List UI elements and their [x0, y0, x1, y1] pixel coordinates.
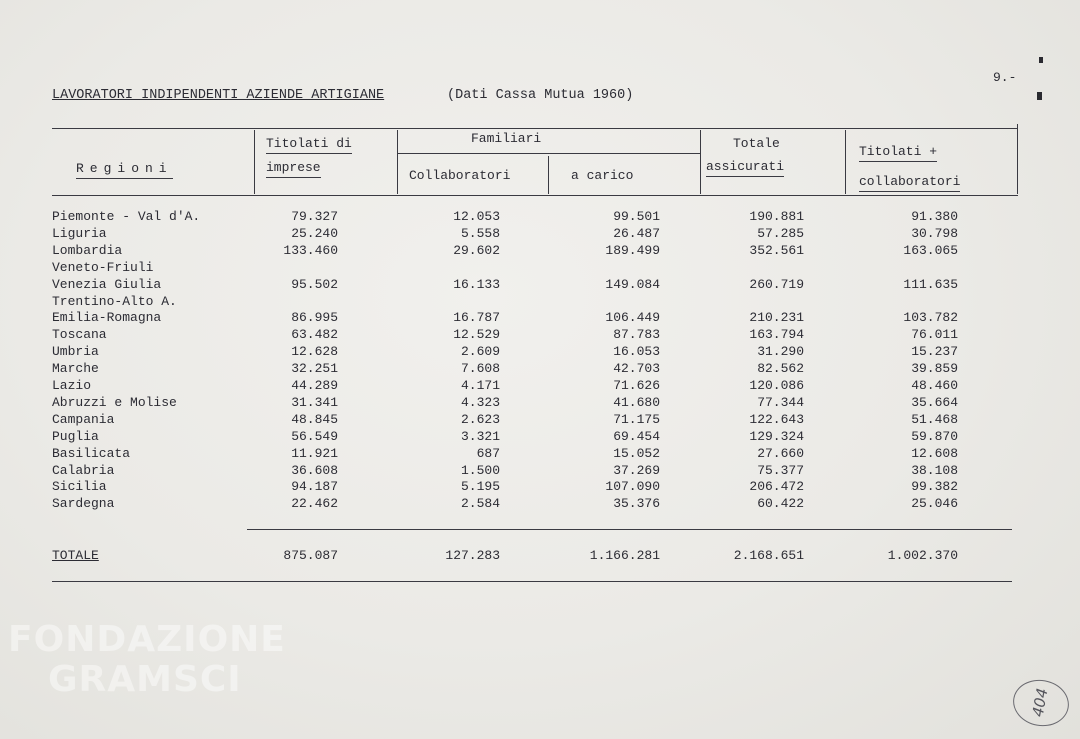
row-a-carico: 37.269	[613, 462, 660, 478]
row-collaboratori: 12.529	[453, 327, 500, 343]
header-regions-label: Regioni	[76, 161, 173, 179]
row-a-carico: 69.454	[613, 428, 660, 444]
col-divider	[700, 130, 701, 194]
row-tit-coll: 35.664	[911, 394, 958, 410]
total-a-carico: 1.166.281	[589, 548, 660, 563]
row-titolati: 22.462	[291, 496, 338, 512]
row-titolati: 86.995	[291, 310, 338, 326]
table-row	[0, 277, 1080, 294]
row-region-name: Lazio	[52, 378, 92, 393]
row-tit-coll: 48.460	[911, 378, 958, 393]
header-titolati-line2: imprese	[266, 160, 321, 178]
header-titcoll-line2: collaboratori	[859, 174, 960, 192]
row-tit-coll: 91.380	[911, 209, 958, 224]
table-row	[0, 395, 1080, 412]
row-collaboratori: 5.558	[460, 225, 500, 241]
watermark	[8, 620, 286, 700]
row-titolati: 31.341	[291, 394, 338, 410]
row-collaboratori: 1.500	[460, 462, 500, 478]
header-regions	[76, 161, 173, 176]
row-tit-coll: 12.608	[911, 445, 958, 461]
row-titolati: 48.845	[291, 411, 338, 427]
archive-stamp	[1009, 675, 1072, 730]
total-titolati: 875.087	[283, 548, 338, 563]
document-subtitle: (Dati Cassa Mutua 1960)	[447, 88, 634, 103]
familiari-rule	[398, 153, 700, 154]
row-totale: 352.561	[749, 242, 804, 258]
table-row	[0, 243, 1080, 260]
row-titolati: 44.289	[291, 378, 338, 393]
row-region-name: Calabria	[52, 462, 115, 478]
document-title: LAVORATORI INDIPENDENTI AZIENDE ARTIGIANE	[52, 88, 385, 103]
header-totale-2	[706, 159, 784, 174]
row-collaboratori: 4.171	[460, 378, 500, 393]
row-region-name: Sicilia	[52, 479, 107, 495]
row-region-name: Liguria	[52, 225, 107, 241]
row-totale: 122.643	[749, 411, 804, 427]
col-divider	[548, 156, 549, 194]
header-titolati-line1: Titolati di	[266, 136, 352, 154]
row-tit-coll: 59.870	[911, 428, 958, 444]
row-titolati: 133.460	[283, 242, 338, 258]
row-tit-coll: 30.798	[911, 225, 958, 241]
row-region-name: Emilia-Romagna	[52, 310, 162, 326]
table-row	[0, 294, 1080, 311]
row-titolati: 32.251	[291, 361, 338, 377]
total-tit-coll: 1.002.370	[887, 548, 958, 563]
watermark-line1: FONDAZIONE	[8, 619, 286, 660]
row-region-name: Umbria	[52, 344, 99, 360]
row-titolati: 36.608	[291, 462, 338, 478]
row-region-name: Sardegna	[52, 496, 115, 512]
total-row	[0, 548, 1080, 565]
row-collaboratori: 2.584	[460, 496, 500, 512]
row-tit-coll: 38.108	[911, 462, 958, 478]
total-label: TOTALE	[52, 548, 99, 563]
header-titcoll-2	[859, 174, 960, 189]
row-collaboratori: 2.623	[460, 411, 500, 427]
row-a-carico: 106.449	[605, 310, 660, 326]
total-bottom-rule	[52, 581, 1012, 582]
row-totale: 129.324	[749, 428, 804, 444]
row-tit-coll: 51.468	[911, 411, 958, 427]
row-totale: 190.881	[749, 209, 804, 224]
row-region-name: Marche	[52, 361, 99, 377]
row-region-name: Trentino-Alto A.	[52, 293, 177, 309]
table-row	[0, 479, 1080, 496]
col-divider	[1017, 124, 1018, 194]
table-row	[0, 226, 1080, 243]
margin-mark	[1037, 92, 1042, 100]
header-totale-line2: assicurati	[706, 159, 784, 177]
table-top-rule	[52, 128, 1018, 129]
row-a-carico: 35.376	[613, 496, 660, 512]
row-a-carico: 71.175	[613, 411, 660, 427]
row-a-carico: 189.499	[605, 242, 660, 258]
row-a-carico: 71.626	[613, 378, 660, 393]
row-totale: 120.086	[749, 378, 804, 393]
col-divider	[254, 130, 255, 194]
row-titolati: 25.240	[291, 225, 338, 241]
table-row	[0, 446, 1080, 463]
row-collaboratori: 4.323	[460, 394, 500, 410]
table-row	[0, 310, 1080, 327]
total-totale: 2.168.651	[733, 548, 804, 563]
row-titolati: 12.628	[291, 344, 338, 360]
row-tit-coll: 15.237	[911, 344, 958, 360]
row-totale: 260.719	[749, 276, 804, 292]
margin-mark	[1039, 57, 1043, 63]
row-tit-coll: 25.046	[911, 496, 958, 512]
row-region-name: Basilicata	[52, 445, 131, 461]
row-collaboratori: 7.608	[460, 361, 500, 377]
row-totale: 163.794	[749, 327, 804, 343]
row-totale: 60.422	[757, 496, 804, 512]
header-titcoll	[859, 144, 937, 159]
header-totale: Totale	[733, 136, 780, 151]
row-titolati: 79.327	[291, 209, 338, 224]
row-totale: 206.472	[749, 479, 804, 495]
table-row	[0, 209, 1080, 226]
total-collaboratori: 127.283	[445, 548, 500, 563]
table-row	[0, 378, 1080, 395]
row-collaboratori: 3.321	[460, 428, 500, 444]
table-row	[0, 496, 1080, 513]
row-a-carico: 41.680	[613, 394, 660, 410]
row-region-name: Puglia	[52, 428, 99, 444]
table-row	[0, 344, 1080, 361]
table-row	[0, 327, 1080, 344]
row-collaboratori: 29.602	[453, 242, 500, 258]
table-row	[0, 429, 1080, 446]
row-titolati: 95.502	[291, 276, 338, 292]
row-a-carico: 42.703	[613, 361, 660, 377]
row-tit-coll: 99.382	[911, 479, 958, 495]
table-row	[0, 260, 1080, 277]
row-collaboratori: 16.133	[453, 276, 500, 292]
row-tit-coll: 111.635	[903, 276, 958, 292]
row-collaboratori: 687	[476, 445, 500, 461]
row-collaboratori: 16.787	[453, 310, 500, 326]
row-a-carico: 149.084	[605, 276, 660, 292]
row-totale: 82.562	[757, 361, 804, 377]
row-titolati: 56.549	[291, 428, 338, 444]
header-titolati	[266, 136, 352, 151]
row-totale: 77.344	[757, 394, 804, 410]
row-tit-coll: 103.782	[903, 310, 958, 326]
row-a-carico: 99.501	[613, 209, 660, 224]
header-familiari: Familiari	[471, 131, 542, 146]
row-a-carico: 26.487	[613, 225, 660, 241]
table-row	[0, 412, 1080, 429]
header-collaboratori: Collaboratori	[409, 168, 511, 183]
table-row	[0, 361, 1080, 378]
row-collaboratori: 12.053	[453, 209, 500, 224]
row-region-name: Toscana	[52, 327, 107, 343]
row-region-name: Lombardia	[52, 242, 123, 258]
stamp-number: 404	[1028, 686, 1052, 719]
row-totale: 31.290	[757, 344, 804, 360]
table-row	[0, 463, 1080, 480]
col-divider	[845, 130, 846, 194]
row-tit-coll: 76.011	[911, 327, 958, 343]
row-region-name: Abruzzi e Molise	[52, 394, 177, 410]
row-a-carico: 15.052	[613, 445, 660, 461]
row-a-carico: 16.053	[613, 344, 660, 360]
row-region-name: Piemonte - Val d'A.	[52, 209, 201, 224]
row-tit-coll: 39.859	[911, 361, 958, 377]
row-region-name: Campania	[52, 411, 115, 427]
header-titcoll-line1: Titolati +	[859, 144, 937, 162]
header-bottom-rule	[52, 195, 1018, 196]
row-a-carico: 87.783	[613, 327, 660, 343]
total-top-rule	[247, 529, 1012, 530]
watermark-line2: GRAMSCI	[48, 659, 242, 700]
row-titolati: 11.921	[291, 445, 338, 461]
row-totale: 75.377	[757, 462, 804, 478]
row-titolati: 94.187	[291, 479, 338, 495]
row-totale: 210.231	[749, 310, 804, 326]
row-region-name: Venezia Giulia	[52, 276, 162, 292]
row-totale: 57.285	[757, 225, 804, 241]
page-number: 9.-	[993, 70, 1017, 85]
row-titolati: 63.482	[291, 327, 338, 343]
row-totale: 27.660	[757, 445, 804, 461]
row-tit-coll: 163.065	[903, 242, 958, 258]
header-titolati-2	[266, 160, 321, 175]
row-a-carico: 107.090	[605, 479, 660, 495]
row-region-name: Veneto-Friuli	[52, 259, 154, 275]
row-collaboratori: 5.195	[460, 479, 500, 495]
row-collaboratori: 2.609	[460, 344, 500, 360]
col-divider	[397, 130, 398, 194]
header-a-carico: a carico	[571, 168, 634, 183]
